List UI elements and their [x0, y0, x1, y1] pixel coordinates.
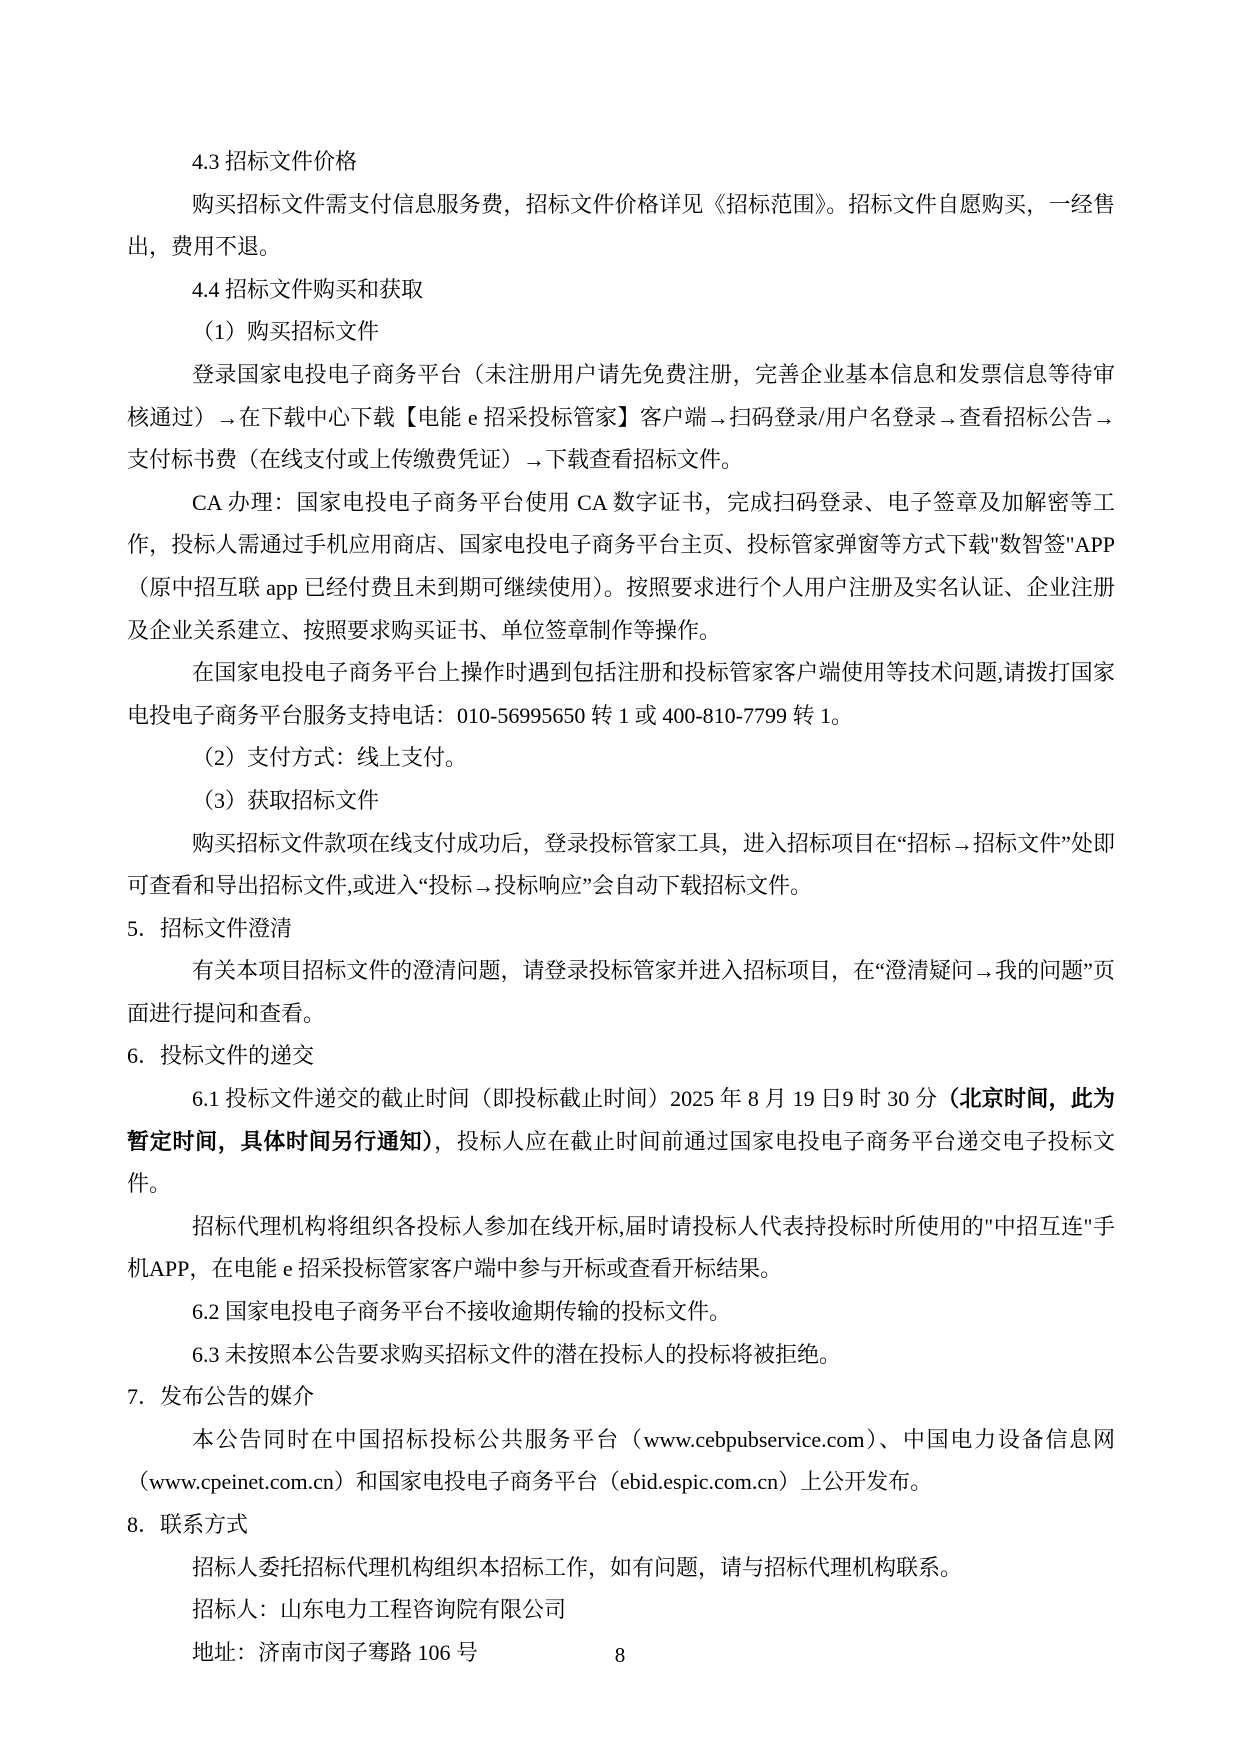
paragraph-6-2-overdue: 6.2 国家电投电子商务平台不接收逾期传输的投标文件。	[192, 1299, 732, 1325]
paragraph-contact-note: 招标人委托招标代理机构组织本招标工作，如有问题，请与招标代理机构联系。	[192, 1554, 963, 1580]
paragraph-support-phone: 在国家电投电子商务平台上操作时遇到包括注册和投标管家客户端使用等技术问题,请拨打国家电投电子商务平台服务支持电话：010-56995650 转 1 或 400-810-7799 转 1。	[127, 660, 1115, 728]
deadline-run-bold: （北京时间，此为暂定时间，具体时间另行通知）	[127, 1086, 1115, 1154]
paragraph-6-1-deadline	[127, 1078, 1115, 1206]
deadline-run-normal-2: ，投标人应在截止时间前通过国家电投电子商务平台递交电子投标文件。	[127, 1128, 1115, 1197]
paragraph-buy-steps: 登录国家电投电子商务平台（未注册用户请先免费注册，完善企业基本信息和发票信息等待审核通过）→在下载中心下载【电能 e 招采投标管家】客户端→扫码登录/用户名登录→查看招标公告→支付标书费（在线支付或上传缴费凭证）→下载查看招标文件。	[127, 361, 1115, 473]
paragraph-tenderer: 招标人：山东电力工程咨询院有限公司	[192, 1597, 567, 1623]
paragraph-6-3-reject: 6.3 未按照本公告要求购买招标文件的潜在投标人的投标将被拒绝。	[192, 1341, 842, 1367]
paragraph-media: 本公告同时在中国招标投标公共服务平台（www.cebpubservice.com）、中国电力设备信息网（www.cpeinet.com.cn）和国家电投电子商务平台（ebid.espic.com.cn）上公开发布。	[127, 1426, 1115, 1495]
paragraph-sec-4-4-heading: 4.4 招标文件购买和获取	[192, 276, 424, 302]
paragraph-online-opening: 招标代理机构将组织各投标人参加在线开标,届时请投标人代表持投标时所使用的"中招互连"手机APP，在电能 e 招采投标管家客户端中参与开标或查看开标结果。	[127, 1213, 1115, 1282]
paragraph-doc-price: 购买招标文件需支付信息服务费，招标文件价格详见《招标范围》。招标文件自愿购买，一经售出，费用不退。	[127, 191, 1115, 260]
paragraph-obtain-steps: 购买招标文件款项在线支付成功后，登录投标管家工具，进入招标项目在“招标→招标文件”处即可查看和导出招标文件,或进入“投标→投标响应”会自动下载招标文件。	[127, 830, 1115, 899]
paragraph-item-1-buy-doc: （1）购买招标文件	[192, 319, 380, 345]
deadline-run-normal-1: 6.1 投标文件递交的截止时间（即投标截止时间）2025 年 8 月 19 日9 时 30 分	[192, 1086, 938, 1112]
paragraph-sec-5-heading: 5．招标文件澄清	[127, 915, 293, 941]
paragraph-sec-4-3-heading: 4.3 招标文件价格	[192, 149, 358, 174]
paragraph-sec-8-heading: 8．联系方式	[127, 1512, 249, 1537]
paragraph-sec-7-heading: 7．发布公告的媒介	[127, 1384, 315, 1410]
paragraph-item-3-obtain-doc: （3）获取招标文件	[192, 787, 380, 813]
page-number: 8	[614, 1643, 626, 1667]
paragraph-address: 地址：济南市闵子骞路 106 号	[192, 1639, 479, 1665]
paragraph-item-2-payment: （2）支付方式：线上支付。	[192, 745, 468, 771]
paragraph-clarification: 有关本项目招标文件的澄清问题，请登录投标管家并进入招标项目，在“澄清疑问→我的问题”页面进行提问和查看。	[127, 958, 1115, 1026]
document-text-block	[127, 141, 1115, 1674]
paragraph-sec-6-heading: 6．投标文件的递交	[127, 1043, 315, 1069]
paragraph-ca-handling: CA 办理：国家电投电子商务平台使用 CA 数字证书，完成扫码登录、电子签章及加解密等工作，投标人需通过手机应用商店、国家电投电子商务平台主页、投标管家弹窗等方式下载"数智签"APP（原中招互联 app 已经付费且未到期可继续使用）。按照要求进行个人用户注册及实名认证、企业注册及企业关系建立、按照要求购买证书、单位签章制作等操作。	[127, 489, 1115, 643]
